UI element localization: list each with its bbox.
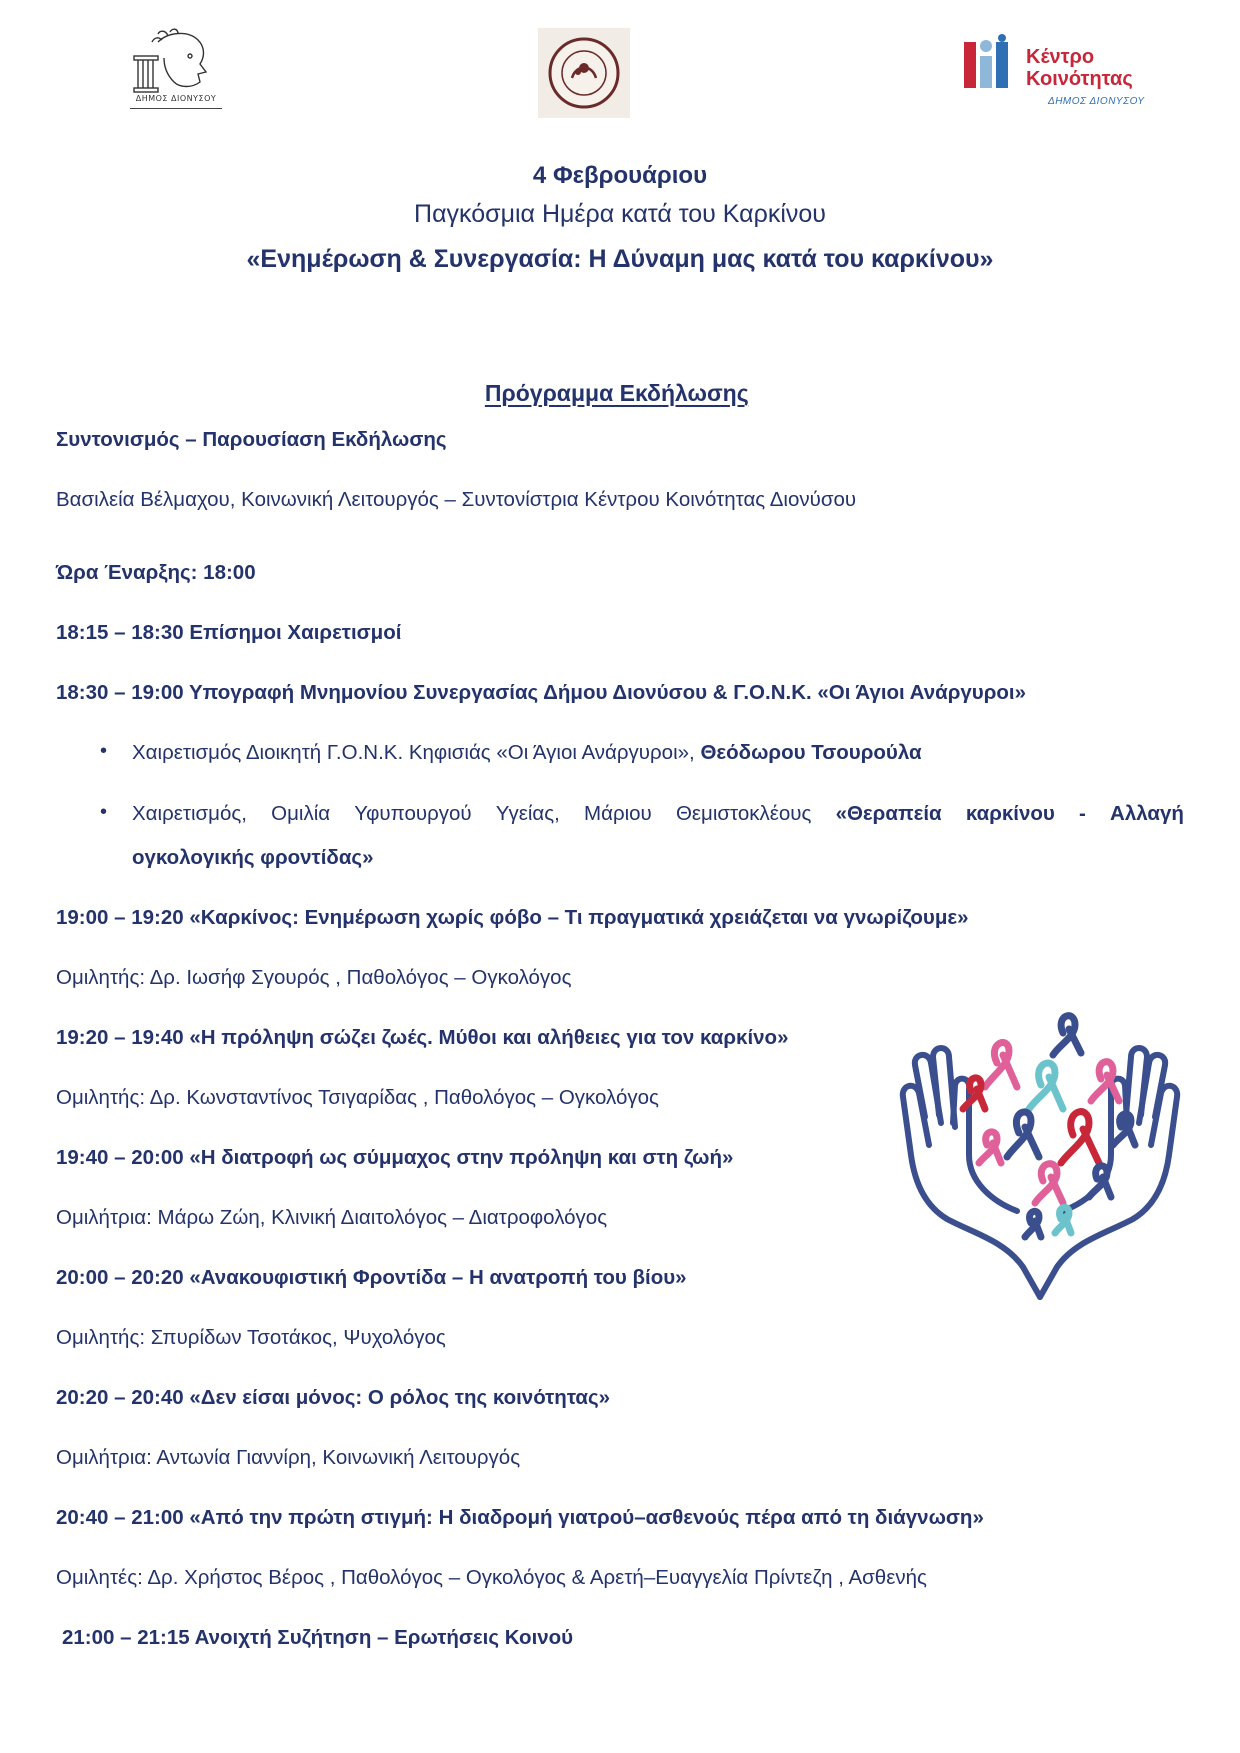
bullet-2-line-2: ογκολογικής φροντίδας»	[132, 846, 374, 869]
word: Αλλαγή	[1110, 802, 1184, 825]
event-title: «Ενημέρωση & Συνεργασία: Η Δύναμη μας κατά του καρκίνου»	[246, 245, 994, 273]
start-time: Ώρα Έναρξης: 18:00	[56, 561, 256, 584]
session-speaker: Ομιλητής: Δρ. Ιωσήφ Σγουρός , Παθολόγος – Ογκολόγος	[56, 966, 572, 989]
word: Ομιλία	[271, 802, 331, 825]
community-center-line3: ΔΗΜΟΣ ΔΙΟΝΥΣΟΥ	[1048, 96, 1145, 107]
word: Υφυπουργού	[354, 802, 472, 825]
athena-head-icon	[128, 28, 224, 94]
session-speaker: Ομιλήτρια: Μάρω Ζώη, Κλινική Διαιτολόγος – Διατροφολόγος	[56, 1206, 608, 1229]
bullet-dot: •	[100, 740, 108, 762]
bullet-2-line-1	[132, 802, 1184, 826]
session-title: 19:40 – 20:00 «Η διατροφή ως σύμμαχος στην πρόληψη και στη ζωή»	[56, 1146, 734, 1169]
coordinator: Βασιλεία Βέλμαχου, Κοινωνική Λειτουργός – Συντονίστρια Κέντρου Κοινότητας Διονύσου	[56, 488, 857, 511]
bullet-1	[132, 741, 922, 765]
bullet-1-text: Χαιρετισμός Διοικητή Γ.Ο.Ν.Κ. Κηφισιάς «Οι Άγιοι Ανάργυροι»,	[132, 741, 701, 764]
event-subtitle: Παγκόσμια Ημέρα κατά του Καρκίνου	[414, 200, 826, 228]
community-center-icon	[960, 34, 1026, 94]
session-title: 20:20 – 20:40 «Δεν είσαι μόνος: Ο ρόλος της κοινότητας»	[56, 1386, 611, 1409]
word: Υγείας,	[495, 802, 560, 825]
community-center-logo	[960, 34, 1160, 108]
word: καρκίνου	[965, 802, 1055, 825]
session-speaker: Ομιλήτρια: Αντωνία Γιαννίρη, Κοινωνική Λειτουργός	[56, 1446, 521, 1469]
word: Θεμιστοκλέους	[675, 802, 812, 825]
program-heading-text: Πρόγραμμα Εκδήλωσης	[484, 380, 749, 406]
session-title: 20:40 – 21:00 «Από την πρώτη στιγμή: Η διαδρομή γιατρού–ασθενούς πέρα από τη διάγνωση»	[56, 1506, 984, 1529]
community-center-line2: Κοινότητας	[1026, 68, 1133, 90]
municipality-logo	[128, 28, 224, 120]
community-center-line1: Κέντρο	[1026, 46, 1095, 68]
closing-item: 21:00 – 21:15 Ανοιχτή Συζήτηση – Ερωτήσεις Κοινού	[62, 1626, 574, 1649]
session-title: 19:00 – 19:20 «Καρκίνος: Ενημέρωση χωρίς φόβο – Τι πραγματικά χρειάζεται να γνωρίζουμε»	[56, 906, 969, 929]
word: Χαιρετισμός,	[132, 802, 247, 825]
word: -	[1079, 802, 1086, 825]
hands-with-ribbons-icon	[895, 1005, 1185, 1305]
bullet-1-name: Θεόδωρου Τσουρούλα	[700, 741, 922, 764]
word: Μάριου	[584, 802, 652, 825]
coordination-label: Συντονισμός – Παρουσίαση Εκδήλωσης	[56, 428, 447, 451]
bullet-dot: •	[100, 801, 108, 823]
word: «Θεραπεία	[835, 802, 942, 825]
session-speaker: Ομιλητής: Σπυρίδων Τσοτάκος, Ψυχολόγος	[56, 1326, 446, 1349]
session-speaker: Ομιλητές: Δρ. Χρήστος Βέρος , Παθολόγος – Ογκολόγος & Αρετή–Ευαγγελία Πρίντεζη , Ασθενής	[56, 1566, 927, 1589]
session-title: 19:20 – 19:40 «Η πρόληψη σώζει ζωές. Μύθοι και αλήθειες για τον καρκίνο»	[56, 1026, 789, 1049]
event-date: 4 Φεβρουάριου	[532, 162, 708, 189]
seal-icon	[538, 28, 630, 118]
social-solidarity-seal	[538, 28, 630, 118]
divider	[130, 108, 222, 109]
municipality-logo-caption: ΔΗΜΟΣ ΔΙΟΝΥΣΟΥ	[135, 94, 217, 103]
session-title: 20:00 – 20:20 «Ανακουφιστική Φροντίδα – Η ανατροπή του βίου»	[56, 1266, 687, 1289]
memorandum-item: 18:30 – 19:00 Υπογραφή Μνημονίου Συνεργασίας Δήμου Διονύσου & Γ.Ο.Ν.Κ. «Οι Άγιοι Ανάργυροι»	[56, 681, 1027, 704]
program-heading	[0, 380, 1240, 407]
session-speaker: Ομιλητής: Δρ. Κωνσταντίνος Τσιγαρίδας , Παθολόγος – Ογκολόγος	[56, 1086, 659, 1109]
greetings-item: 18:15 – 18:30 Επίσημοι Χαιρετισμοί	[56, 621, 402, 644]
